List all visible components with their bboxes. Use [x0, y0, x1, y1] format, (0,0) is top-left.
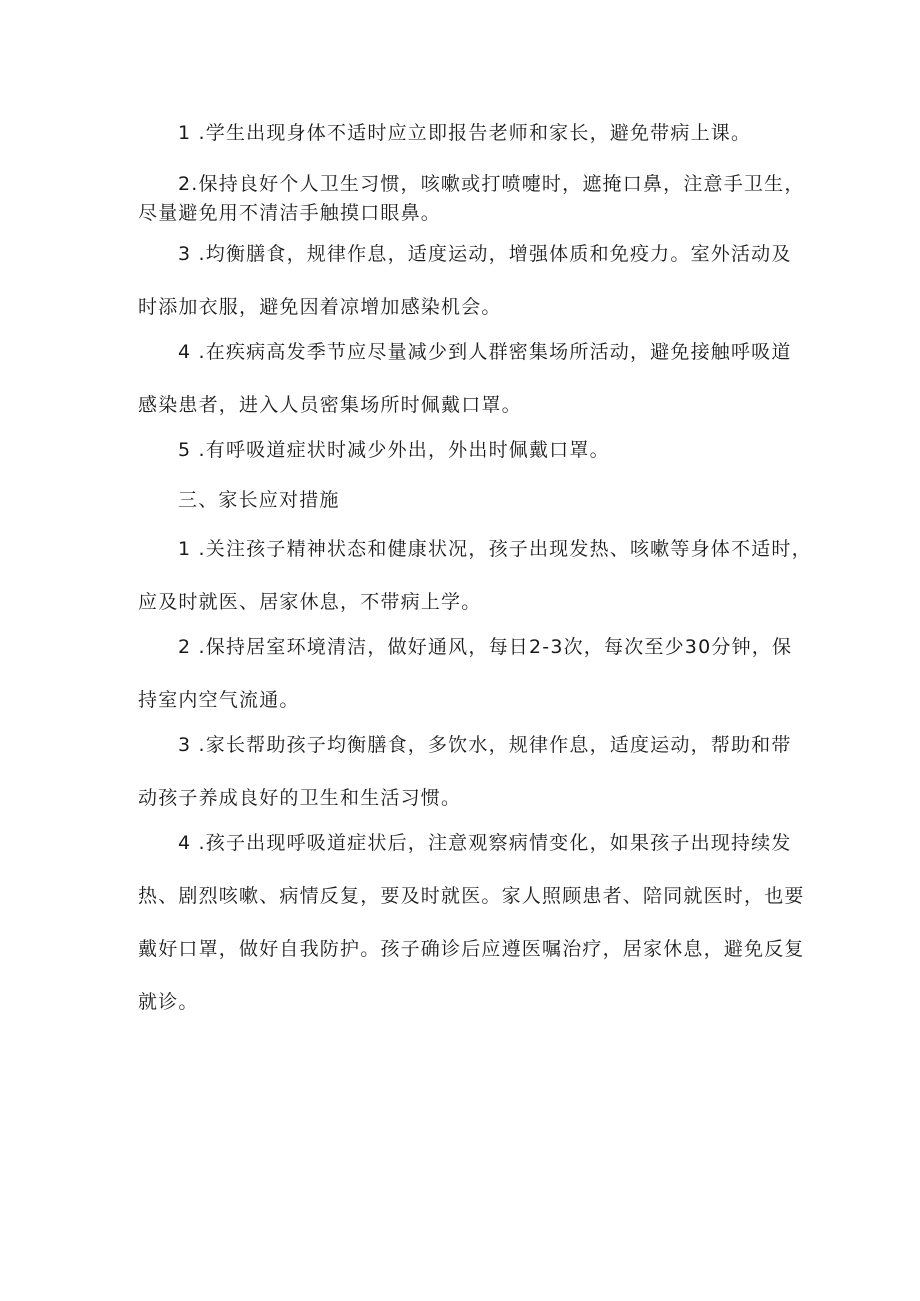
text-line: 4 .在疾病高发季节应尽量减少到人群密集场所活动，避免接触呼吸道: [178, 341, 792, 363]
text-line: 应及时就医、居家休息，不带病上学。: [138, 591, 482, 613]
text-line: 感染患者，进入人员密集场所时佩戴口罩。: [138, 394, 522, 416]
student-item-2: [138, 170, 805, 228]
text-line: 4 .孩子出现呼吸道症状后，注意观察病情变化，如果孩子出现持续发: [178, 832, 792, 854]
text-line: 5 .有呼吸道症状时减少外出，外出时佩戴口罩。: [178, 439, 610, 461]
text-line: 戴好口罩，做好自我防护。孩子确诊后应遵医嘱治疗，居家休息，避免反复: [138, 938, 805, 960]
parent-item-4: [138, 817, 805, 1029]
text-line: 持室内空气流通。: [138, 689, 300, 711]
text-line: 尽量避免用不清洁手触摸口眼鼻。: [138, 202, 442, 224]
text-line: 时添加衣服，避免因着凉增加感染机会。: [138, 296, 502, 318]
student-item-4: [138, 326, 793, 432]
text-line: 1 .关注孩子精神状态和健康状况，孩子出现发热、咳嗽等身体不适时，: [178, 538, 812, 560]
text-line: 3 .家长帮助孩子均衡膳食，多饮水，规律作息，适度运动，帮助和带: [178, 734, 792, 756]
text-line: 热、剧烈咳嗽、病情反复，要及时就医。家人照顾患者、陪同就医时，也要: [138, 885, 805, 907]
text-line: 2.保持良好个人卫生习惯，咳嗽或打喷嚏时，遮掩口鼻，注意手卫生，: [178, 173, 805, 195]
student-item-5: [138, 424, 793, 477]
text-line: 就诊。: [138, 991, 199, 1013]
text-line: 2 .保持居室环境清洁，做好通风，每日2-3次，每次至少30分钟，保: [178, 636, 793, 658]
section-heading: [138, 474, 793, 527]
parent-item-1: [138, 523, 812, 629]
text-line: 动孩子养成良好的卫生和生活习惯。: [138, 787, 462, 809]
parent-item-3: [138, 719, 793, 825]
text-line: 3 .均衡膳食，规律作息，适度运动，增强体质和免疫力。室外活动及: [178, 243, 792, 265]
parent-item-2: [138, 621, 793, 727]
section-heading-text: 三、家长应对措施: [178, 489, 340, 511]
student-item-3: [138, 228, 793, 334]
text-line: 1 .学生出现身体不适时应立即报告老师和家长，避免带病上课。: [178, 122, 752, 144]
student-item-1: [138, 119, 793, 148]
